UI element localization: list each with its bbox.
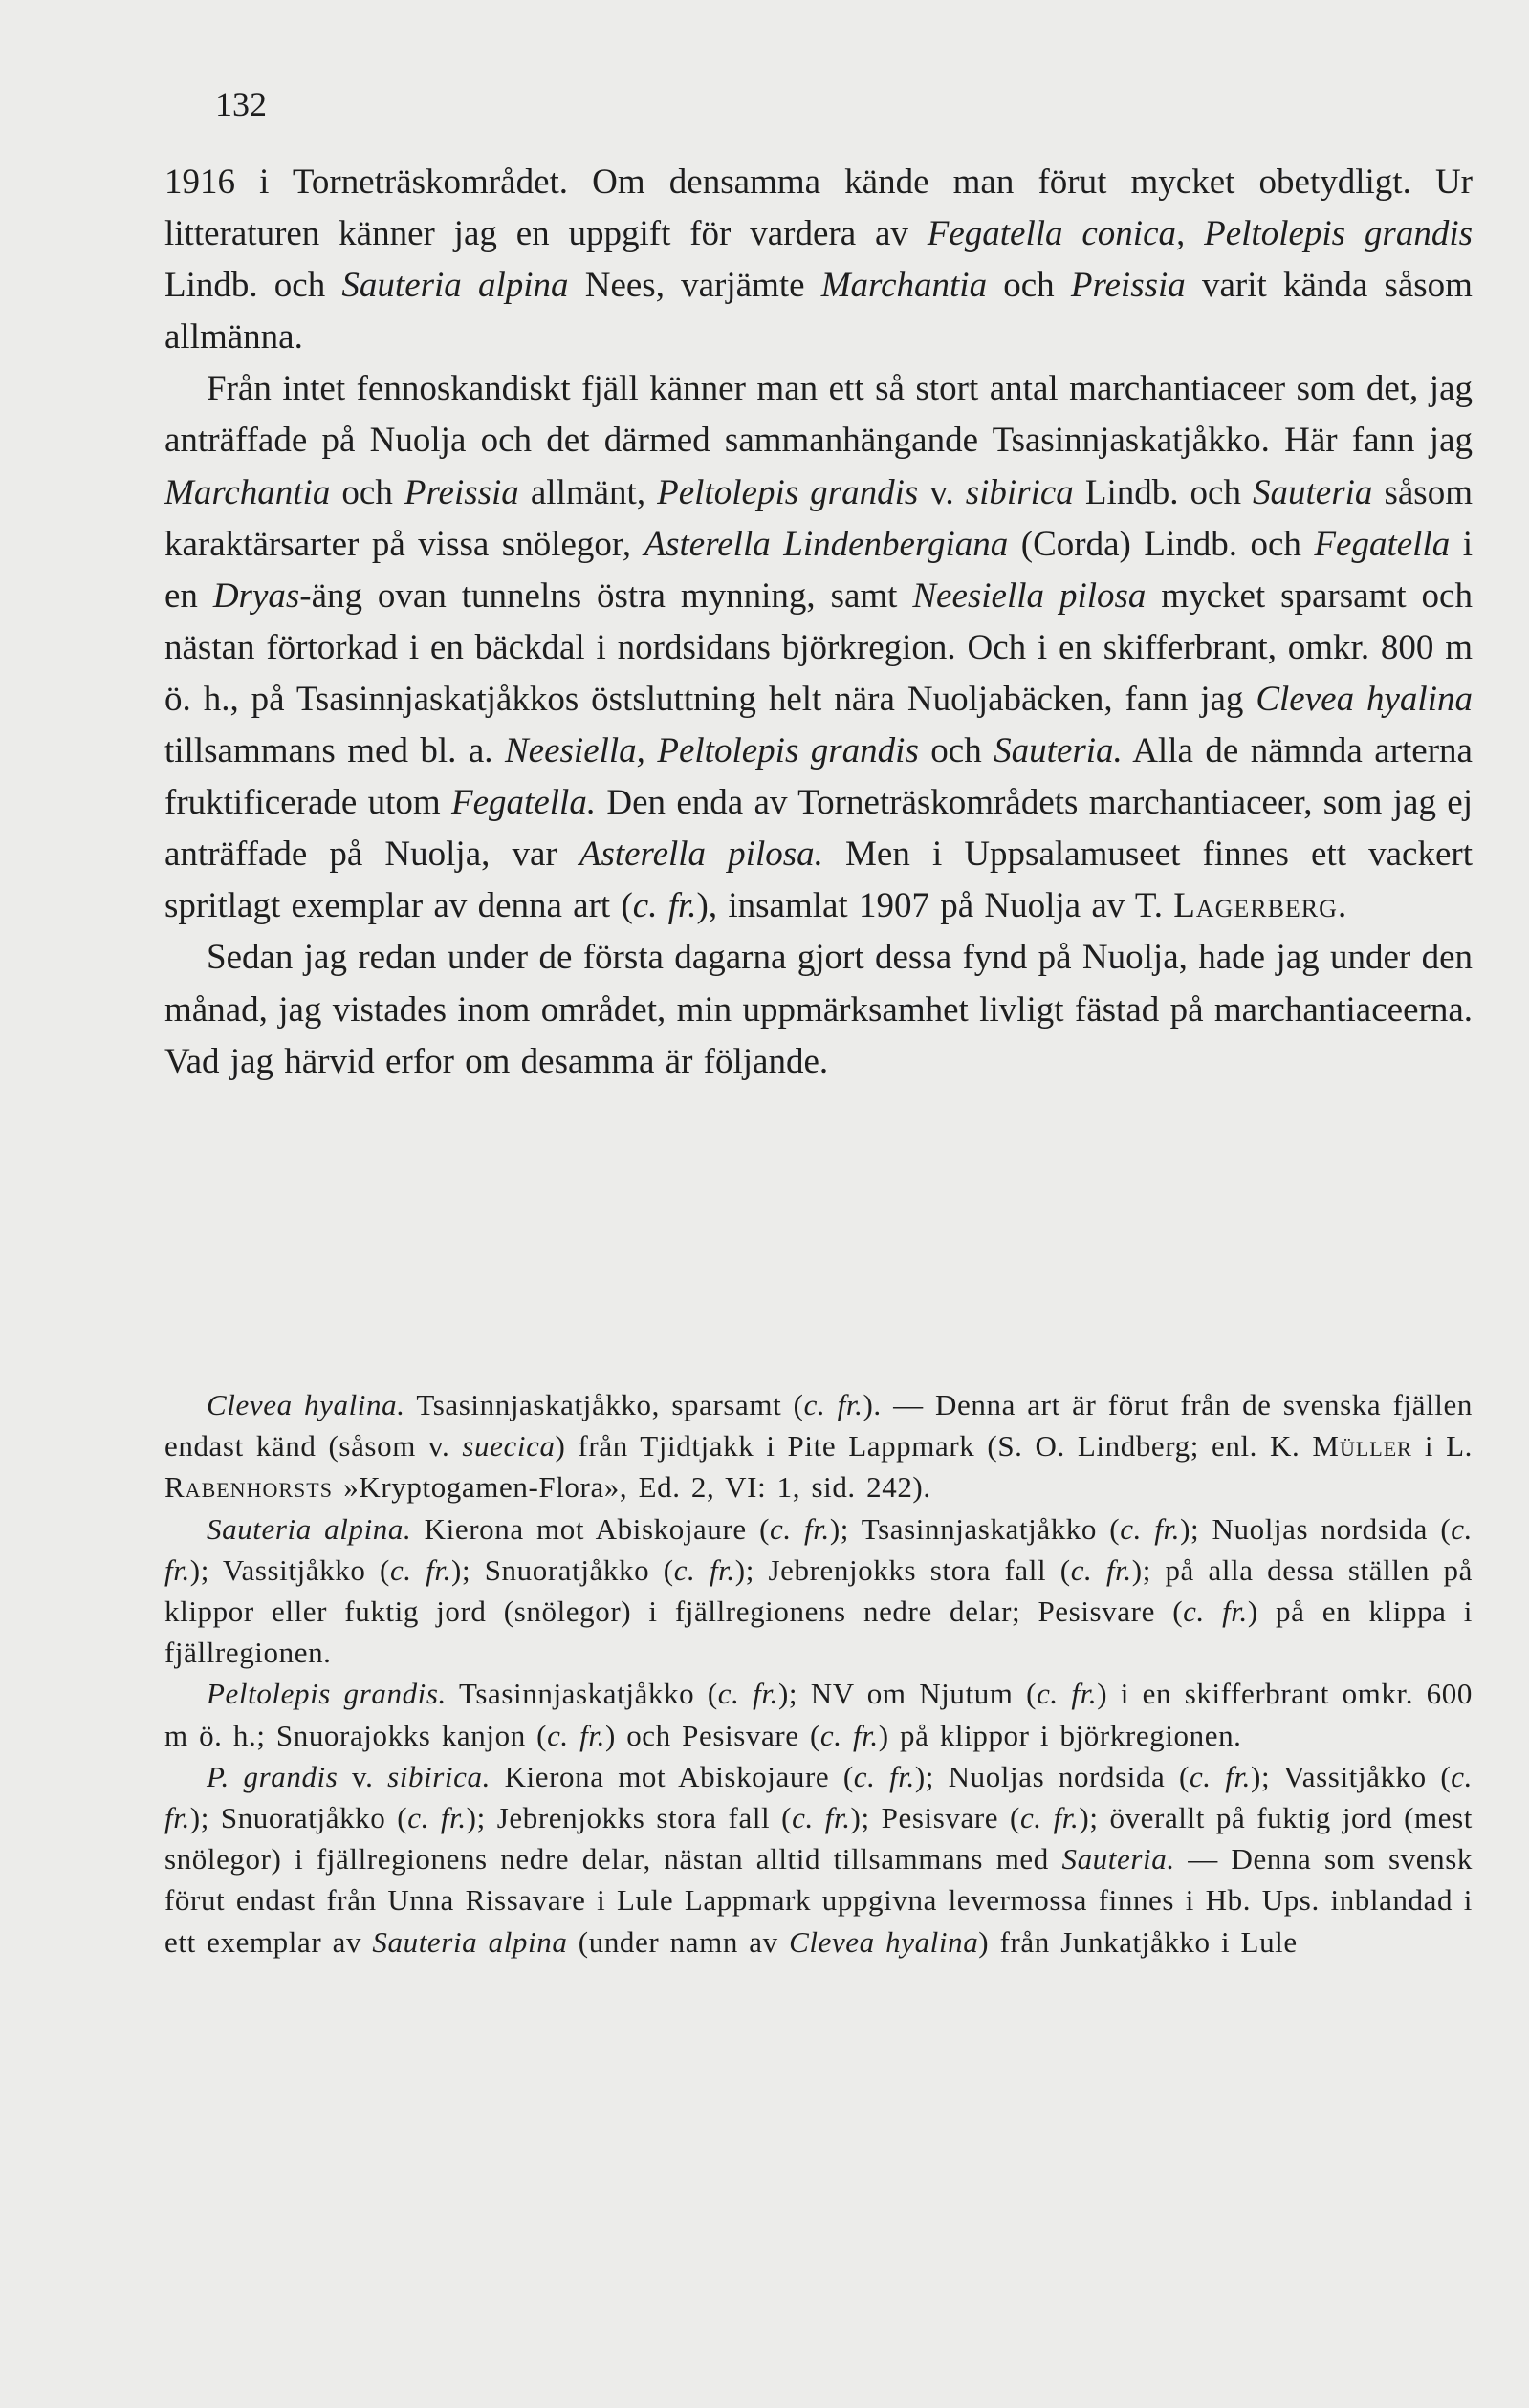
note-clevea-hyalina: Clevea hyalina. Tsasinnjaskatjåkko, sparsamt (c. fr.). — Denna art är förut från de svenska fjällen endast känd (såsom v. suecica) från Tjidtjakk i Pite Lappmark (S. O. Lindberg; enl. K. Müller i L. Rabenhorsts »Kryptogamen-Flora», Ed. 2, VI: 1, sid. 242). (164, 1388, 1473, 1505)
main-text (164, 157, 1473, 1088)
paragraph-2: Från intet fennoskandiskt fjäll känner man ett så stort antal marchantiaceer som det, jag anträffade på Nuolja och det därmed sammanhängande Tsasinnjaskatjåkko. Här fann jag Marchantia och Preissia allmänt, Peltolepis grandis v. sibirica Lindb. och Sauteria såsom karaktärsarter på vissa snölegor, Asterella Lindenbergiana (Corda) Lindb. och Fegatella i en Dryas-äng ovan tunnelns östra mynning, samt Neesiella pilosa mycket sparsamt och nästan förtorkad i en bäckdal i nordsidans björkregion. Och i en skifferbrant, omkr. 800 m ö. h., på Tsasinnjaskatjåkkos östsluttning helt nära Nuoljabäcken, fann jag Clevea hyalina tillsammans med bl. a. Neesiella, Peltolepis grandis och Sauteria. Alla de nämnda arterna fruktificerade utom Fegatella. Den enda av Torneträskområdets marchantiaceer, som jag ej anträffade på Nuolja, var Asterella pilosa. Men i Uppsalamuseet finnes ett vackert spritlagt exemplar av denna art (c. fr.), insamlat 1907 på Nuolja av T. Lagerberg. (164, 369, 1474, 926)
note-peltolepis-grandis: Peltolepis grandis. Tsasinnjaskatjåkko (c. fr.); NV om Njutum (c. fr.) i en skifferbrant omkr. 600 m ö. h.; Snuorajokks kanjon (c. fr.) och Pesisvare (c. fr.) på klippor i björkregionen. (164, 1677, 1473, 1752)
paragraph-1: 1916 i Torneträskområdet. Om densamma kände man förut mycket obetydligt. Ur litteraturen känner jag en uppgift för vardera av Fegatella conica, Peltolepis grandis Lindb. och Sauteria alpina Nees, varjämte Marchantia och Preissia varit kända såsom allmänna. (164, 163, 1473, 358)
species-notes (164, 1384, 1473, 1963)
page-number: 132 (215, 85, 267, 123)
paragraph-3: Sedan jag redan under de första dagarna gjort dessa fynd på Nuolja, hade jag under den månad, jag vistades inom området, min uppmärksamhet livligt fästad på marchantiaceerna. Vad jag härvid erfor om desamma är följande. (164, 938, 1473, 1081)
note-p-grandis-sibirica: P. grandis v. sibirica. Kierona mot Abiskojaure (c. fr.); Nuoljas nordsida (c. fr.); Vassitjåkko (c. fr.); Snuoratjåkko (c. fr.); Jebrenjokks stora fall (c. fr.); Pesisvare (c. fr.); överallt på fuktig jord (mest snölegor) i fjällregionens nedre delar, nästan alltid tillsammans med Sauteria. — Denna som svensk förut endast från Unna Rissavare i Lule Lappmark uppgivna levermossa finnes i Hb. Ups. inblandad i ett exemplar av Sauteria alpina (under namn av Clevea hyalina) från Junkatjåkko i Lule (164, 1759, 1474, 1959)
note-sauteria-alpina: Sauteria alpina. Kierona mot Abiskojaure (c. fr.); Tsasinnjaskatjåkko (c. fr.); Nuoljas nordsida (c. fr.); Vassitjåkko (c. fr.); Snuoratjåkko (c. fr.); Jebrenjokks stora fall (c. fr.); på alla dessa ställen på klippor eller fuktig jord (snölegor) i fjällregionens nedre delar; Pesisvare (c. fr.) på en klippa i fjällregionen. (164, 1511, 1474, 1670)
